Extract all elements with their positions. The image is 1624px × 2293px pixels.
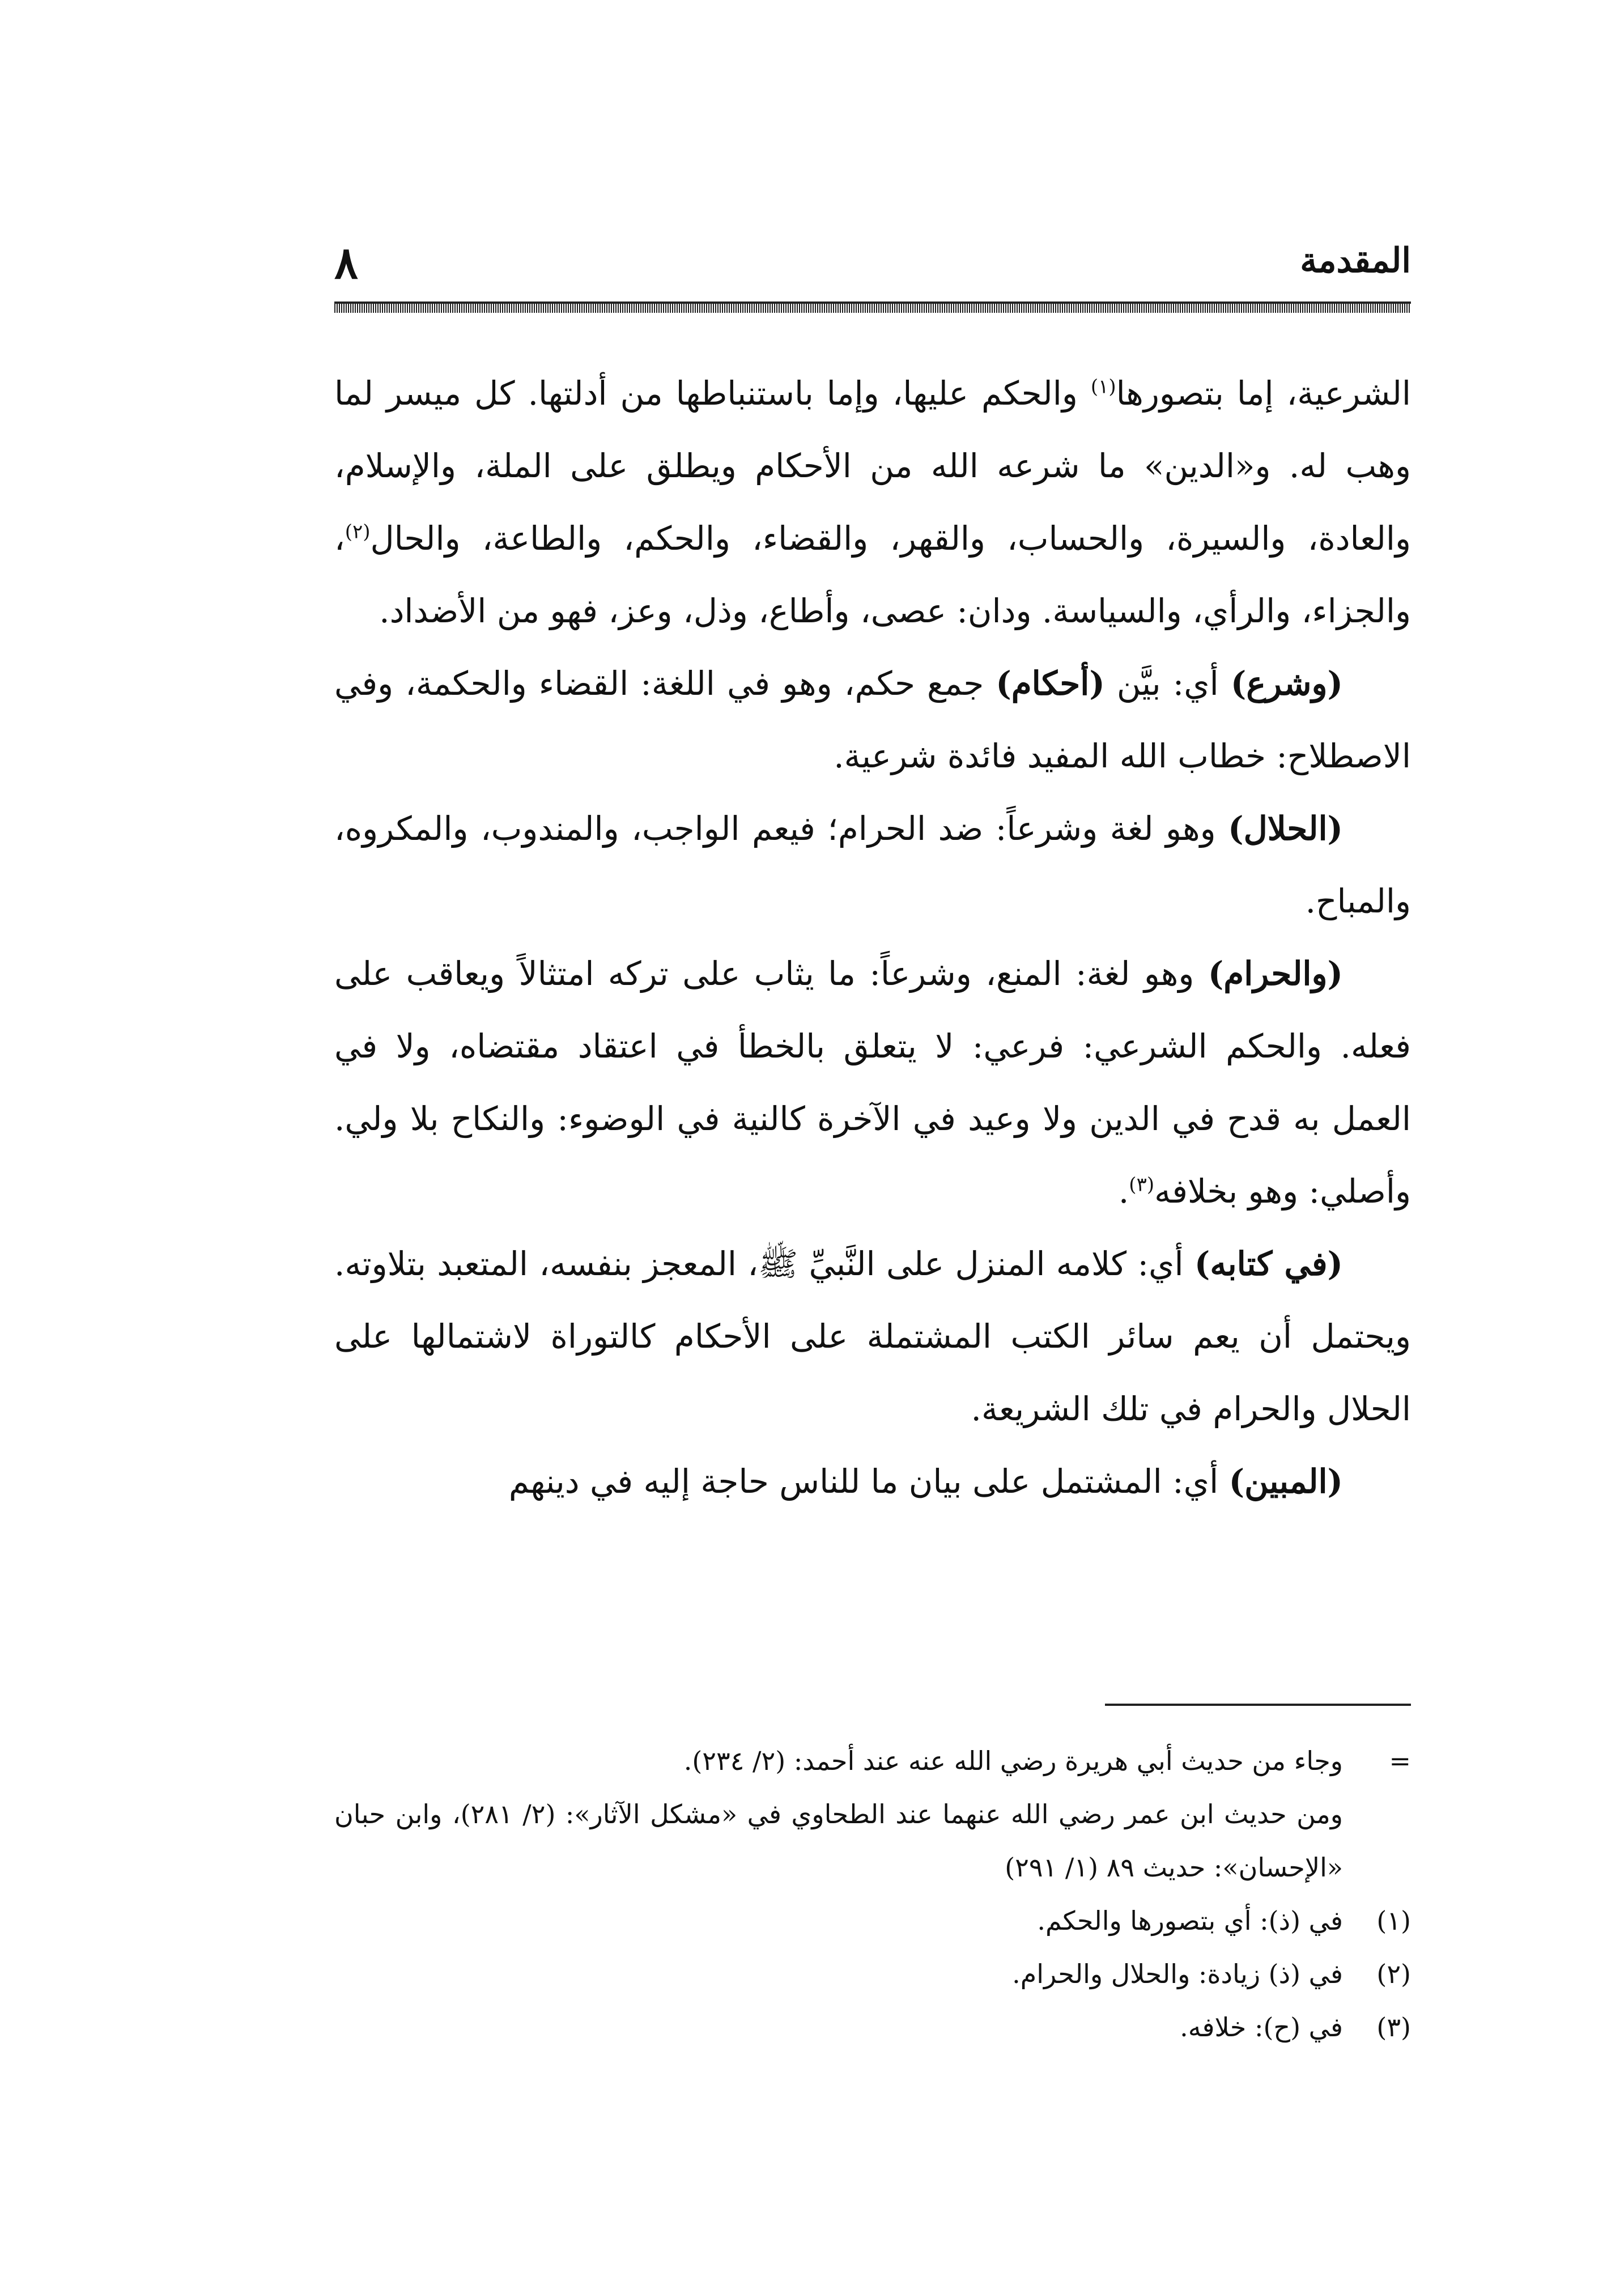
text-run: وهو لغة وشرعاً: ضد الحرام؛ فيعم الواجب، والمندوب، والمكروه، والمباح. [334,809,1411,920]
bold-term: (المبين) [1228,1462,1343,1501]
footnote-text: وجاء من حديث أبي هريرة رضي الله عنه عند أحمد: (٢/ ٢٣٤). [683,1746,1343,1776]
text-run: أي: بيَّن [1104,664,1231,703]
text-run: جمع حكم، وهو في اللغة: القضاء والحكمة، وفي الاصطلاح: خطاب الله المفيد فائدة شرعية. [334,664,1411,775]
paragraph [334,937,1411,1228]
footnote-ref: (١) [1090,375,1116,398]
paragraph [334,1445,1411,1518]
footnote-marker: (٣) [1376,2012,1411,2043]
footnote-item [334,1947,1411,2001]
page-header [334,237,1411,303]
paragraph [334,792,1411,937]
text-run: ، والجزاء، والرأي، والسياسة. ودان: عصى، وأطاع، وذل، وعز، فهو من الأضداد. [334,519,1411,630]
main-text [334,357,1411,1518]
text-run: أي: المشتمل على بيان ما للناس حاجة إليه في دينهم [508,1462,1229,1501]
chapter-title: المقدمة [1300,241,1411,281]
text-run: والحكم عليها، وإما باستنباطها من أدلتها. كل ميسر لما وهب له. و«الدين» ما شرعه الله من الأحكام ويطلق على الملة، والإسلام، والعادة، والسيرة، والحساب، والقهر، والقضاء، والحكم، والطاعة، والحال [334,374,1411,558]
footnote-divider [1105,1704,1411,1706]
footnote-item [334,1894,1411,1947]
text-run: . [1118,1172,1129,1211]
paragraph [334,1228,1411,1445]
footnote-text: في (ح): خلافه. [1180,2012,1343,2043]
footnote-text: في (ذ) زيادة: والحلال والحرام. [1012,1959,1343,1989]
bold-term: (والحرام) [1208,954,1343,993]
bold-term: (أحكام) [996,664,1105,703]
bold-term: (في كتابه) [1194,1245,1344,1283]
text-run: الشرعية، إما بتصورها [1116,374,1411,413]
header-divider [334,302,1411,313]
text-run: أي: كلامه المنزل على النَّبيِّ ﷺ، المعجز بنفسه، المتعبد بتلاوته. ويحتمل أن يعم سائر الكتب المشتملة على الأحكام كالتوراة لاشتمالها على الحلال والحرام في تلك الشريعة. [334,1245,1411,1428]
footnote-marker: (٢) [1376,1959,1411,1989]
footnote-marker: (١) [1376,1905,1411,1936]
footnote-text: في (ذ): أي بتصورها والحكم. [1037,1905,1343,1936]
bold-term: (الحلال) [1228,809,1343,848]
footnote-continuation-text: ومن حديث ابن عمر رضي الله عنهما عند الطحاوي في «مشكل الآثار»: (٢/ ٢٨١)، وابن حبان «الإحسان»: حديث ٨٩ (١/ ٢٩١) [334,1799,1344,1883]
footnote-marker: = [1389,1746,1411,1776]
page-number: ٨ [334,237,358,289]
paragraph [334,647,1411,792]
paragraph [334,357,1411,647]
footnote-continuation [334,1734,1411,1787]
footnote-ref: (٣) [1129,1173,1155,1196]
footnote-ref: (٢) [345,520,371,543]
bold-term: (وشرع) [1230,664,1343,703]
footnotes [334,1734,1411,2054]
footnote-item [334,2001,1411,2054]
text-run: وهو لغة: المنع، وشرعاً: ما يثاب على تركه امتثالاً ويعاقب على فعله. والحكم الشرعي: فرعي: لا يتعلق بالخطأ في اعتقاد مقتضاه، ولا في العمل به قدح في الدين ولا وعيد في الآخرة كالنية في الوضوء: والنكاح بلا ولي. وأصلي: وهو بخلافه [334,954,1411,1211]
